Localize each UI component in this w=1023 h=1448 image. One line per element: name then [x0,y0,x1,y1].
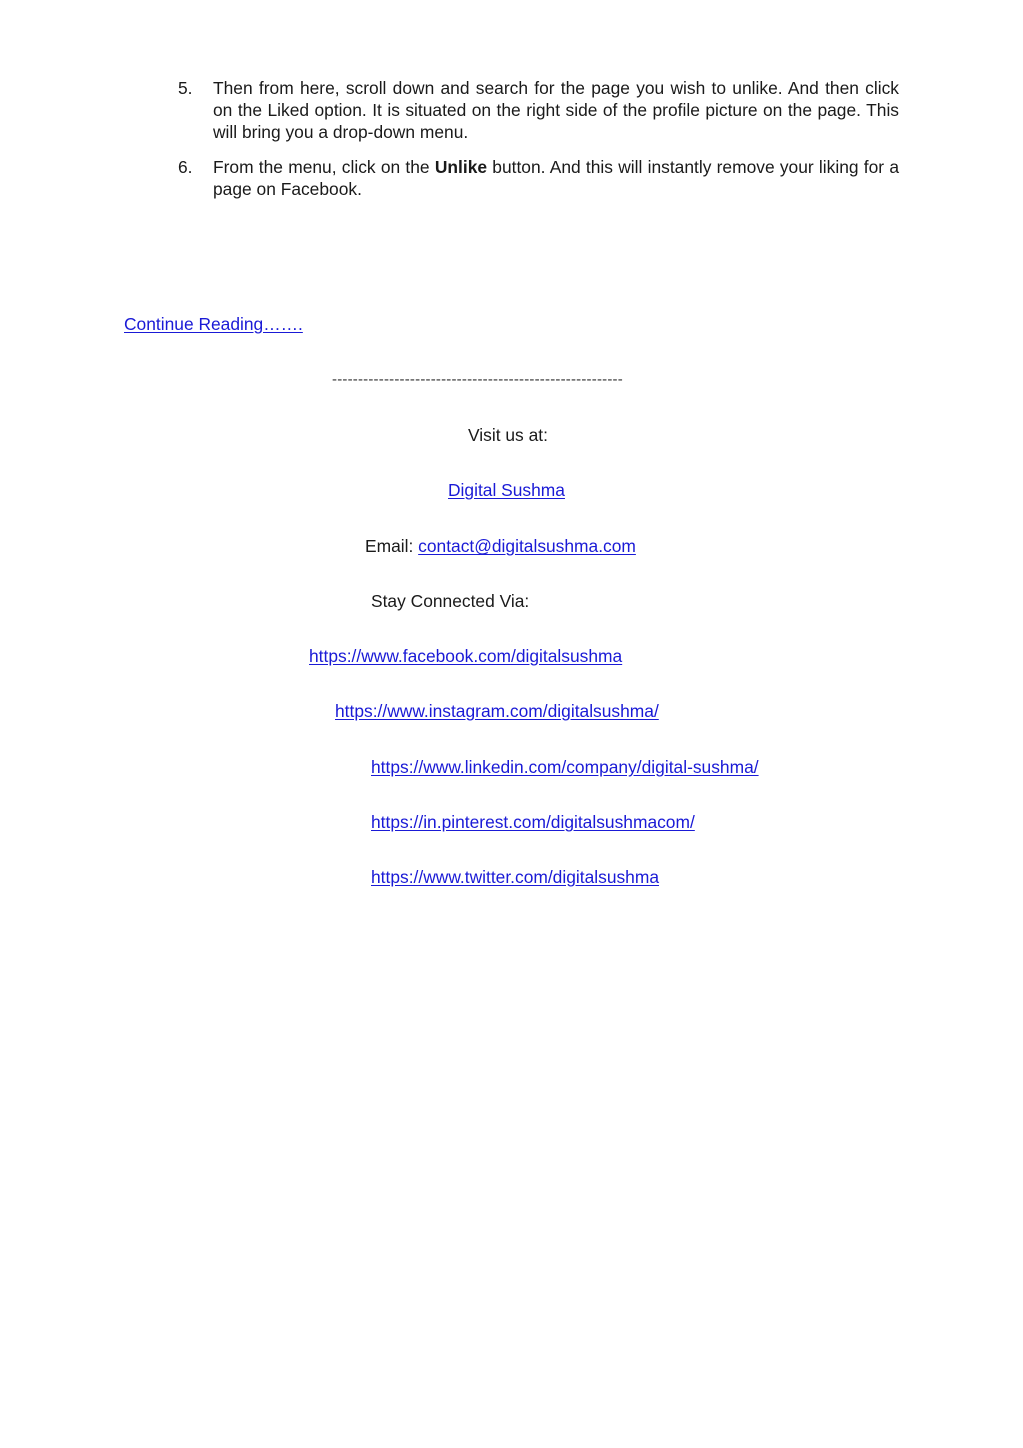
email-label: Email: [365,536,419,556]
instruction-step-6 [178,156,899,200]
pinterest-link[interactable]: https://in.pinterest.com/digitalsushmacom/ [371,812,695,832]
email-link[interactable]: contact@digitalsushma.com [418,536,636,556]
digital-sushma-link[interactable]: Digital Sushma [448,480,565,500]
step-text-before: From the menu, click on the [213,157,435,177]
step-number: 6. [178,157,193,177]
section-divider: -------------------------------------------------------- [332,371,623,388]
visit-us-label: Visit us at: [468,425,548,445]
step-text [213,156,899,200]
facebook-link[interactable]: https://www.facebook.com/digitalsushma [309,646,623,666]
instruction-step-5 [178,77,899,143]
linkedin-link[interactable]: https://www.linkedin.com/company/digital-sushma/ [371,757,759,777]
step-text-after: button. And this will instantly remove your liking for a page on Facebook. [213,157,899,199]
continue-reading-link[interactable]: Continue Reading……. [124,314,303,334]
instagram-link[interactable]: https://www.instagram.com/digitalsushma/ [335,701,659,721]
step-number: 5. [178,78,193,98]
unlike-bold-text: Unlike [434,157,488,177]
twitter-link[interactable]: https://www.twitter.com/digitalsushma [371,867,660,887]
stay-connected-label: Stay Connected Via: [371,591,530,611]
step-text: Then from here, scroll down and search for the page you wish to unlike. And then click on the Liked option. It is situated on the right side of the profile picture on the page. This will bring you a drop-down menu. [213,78,899,142]
email-row [365,535,636,557]
